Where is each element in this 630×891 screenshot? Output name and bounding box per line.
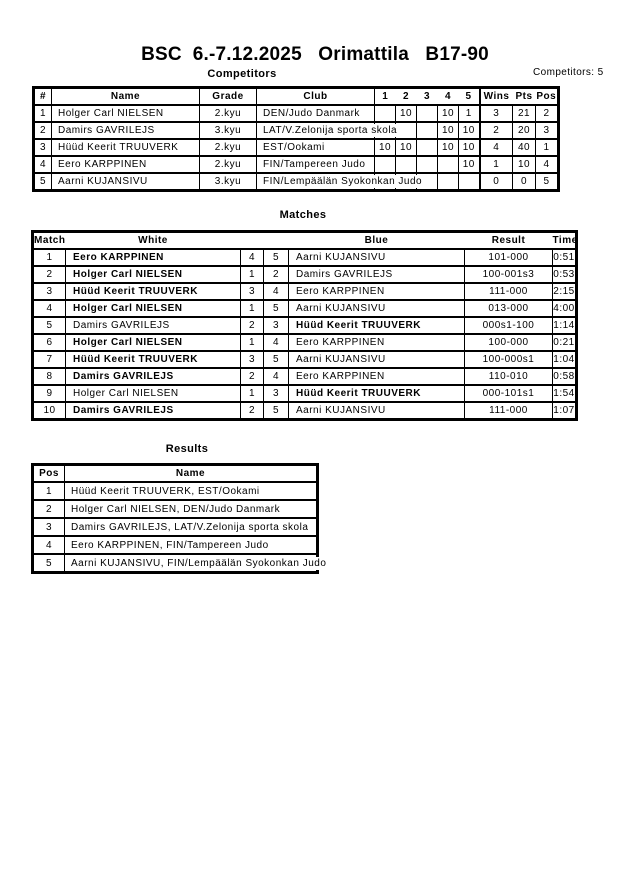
match-white-num-cell: 3 bbox=[241, 283, 264, 300]
competitor-pos-cell: 3 bbox=[536, 122, 559, 139]
match-row bbox=[33, 300, 577, 317]
result-name-text: Holger Carl NIELSEN, DEN/Judo Danmark bbox=[71, 503, 281, 515]
competitor-round-4-cell bbox=[438, 156, 459, 173]
competitor-round-5-cell: 10 bbox=[459, 139, 480, 156]
competitor-wins-cell: 2 bbox=[480, 122, 513, 139]
match-row bbox=[33, 266, 577, 283]
col-header-time: Time bbox=[553, 232, 577, 250]
result-pos-cell: 5 bbox=[33, 554, 65, 573]
result-name-text: Hüüd Keerit TRUUVERK, EST/Ookami bbox=[71, 485, 260, 497]
match-time-cell: 0:58 bbox=[553, 368, 577, 385]
result-name-text: Damirs GAVRILEJS, LAT/V.Zelonija sporta skola bbox=[71, 521, 309, 533]
result-name-cell bbox=[65, 500, 318, 518]
match-result-cell: 110-010 bbox=[465, 368, 553, 385]
col-header-blue: Blue bbox=[289, 232, 465, 250]
match-blue-name-cell: Aarni KUJANSIVU bbox=[289, 402, 465, 420]
competitor-number-cell: 3 bbox=[34, 139, 52, 156]
match-white-name-cell: Damirs GAVRILEJS bbox=[66, 317, 241, 334]
result-pos-cell: 2 bbox=[33, 500, 65, 518]
competitor-club-text: FIN/Lempäälän Syokonkan Judo bbox=[263, 176, 423, 187]
col-header-match: Match bbox=[33, 232, 66, 250]
result-row bbox=[33, 482, 318, 500]
col-header-name: Name bbox=[52, 88, 200, 106]
match-blue-num-cell: 5 bbox=[264, 249, 289, 266]
competitor-round-2-cell: 10 bbox=[396, 139, 417, 156]
match-time-cell: 1:14 bbox=[553, 317, 577, 334]
results-section-title: Results bbox=[165, 443, 209, 455]
match-white-num-cell: 2 bbox=[241, 317, 264, 334]
results-header-row bbox=[33, 465, 318, 483]
match-white-num-cell: 1 bbox=[241, 334, 264, 351]
competitor-grade-cell: 2.kyu bbox=[200, 156, 257, 173]
match-row bbox=[33, 385, 577, 402]
match-blue-num-cell: 4 bbox=[264, 368, 289, 385]
col-header-result: Result bbox=[465, 232, 553, 250]
col-header-white-num bbox=[241, 232, 264, 250]
match-row bbox=[33, 368, 577, 385]
competitor-round-5-cell bbox=[459, 173, 480, 191]
match-white-name-cell: Holger Carl NIELSEN bbox=[66, 300, 241, 317]
competitor-number-cell: 2 bbox=[34, 122, 52, 139]
match-result-cell: 000-101s1 bbox=[465, 385, 553, 402]
col-header-blue-num bbox=[264, 232, 289, 250]
competitor-round-4-cell: 10 bbox=[438, 122, 459, 139]
competitor-round-3-cell bbox=[417, 139, 438, 156]
competitor-round-4-cell: 10 bbox=[438, 105, 459, 122]
competitors-header-row bbox=[34, 88, 559, 106]
match-time-cell: 1:54 bbox=[553, 385, 577, 402]
match-row bbox=[33, 402, 577, 420]
match-white-name-cell: Hüüd Keerit TRUUVERK bbox=[66, 351, 241, 368]
competitor-round-1-cell: 10 bbox=[375, 139, 396, 156]
result-pos-cell: 1 bbox=[33, 482, 65, 500]
match-white-name-cell: Eero KARPPINEN bbox=[66, 249, 241, 266]
competitor-round-2-cell: 10 bbox=[396, 105, 417, 122]
competitor-pos-cell: 1 bbox=[536, 139, 559, 156]
competitors-section-title: Competitors bbox=[207, 68, 277, 80]
competitor-round-5-cell: 10 bbox=[459, 122, 480, 139]
match-blue-name-cell: Eero KARPPINEN bbox=[289, 283, 465, 300]
competitor-club-cell bbox=[257, 156, 375, 173]
competitor-round-5-cell: 10 bbox=[459, 156, 480, 173]
competitor-round-4-cell bbox=[438, 173, 459, 191]
match-result-cell: 111-000 bbox=[465, 402, 553, 420]
match-time-cell: 4:00 bbox=[553, 300, 577, 317]
col-header-white: White bbox=[66, 232, 241, 250]
match-blue-name-cell: Aarni KUJANSIVU bbox=[289, 249, 465, 266]
competitor-club-cell bbox=[257, 122, 398, 139]
competitor-round-3-cell bbox=[417, 156, 438, 173]
competitor-pts-cell: 10 bbox=[513, 156, 536, 173]
match-blue-name-cell: Hüüd Keerit TRUUVERK bbox=[289, 317, 465, 334]
competitor-pts-cell: 0 bbox=[513, 173, 536, 191]
results-table bbox=[31, 463, 327, 574]
competitor-name-cell: Damirs GAVRILEJS bbox=[52, 122, 200, 139]
competitors-count-label: Competitors: 5 bbox=[533, 67, 604, 78]
competitor-name-cell: Holger Carl NIELSEN bbox=[52, 105, 200, 122]
competitor-row bbox=[34, 156, 559, 173]
col-header-round-4: 4 bbox=[438, 88, 459, 106]
match-white-num-cell: 4 bbox=[241, 249, 264, 266]
competitor-club-text: FIN/Tampereen Judo bbox=[263, 159, 366, 170]
competitor-grade-cell: 2.kyu bbox=[200, 105, 257, 122]
match-result-cell: 100-000s1 bbox=[465, 351, 553, 368]
match-blue-name-cell: Eero KARPPINEN bbox=[289, 334, 465, 351]
tournament-title: BSC 6.-7.12.2025 Orimattila B17-90 bbox=[141, 44, 489, 65]
competitor-pts-cell: 40 bbox=[513, 139, 536, 156]
match-blue-name-cell: Eero KARPPINEN bbox=[289, 368, 465, 385]
match-blue-num-cell: 4 bbox=[264, 283, 289, 300]
col-header-number: # bbox=[34, 88, 52, 106]
match-row bbox=[33, 351, 577, 368]
match-row bbox=[33, 334, 577, 351]
match-blue-num-cell: 5 bbox=[264, 351, 289, 368]
match-white-name-cell: Holger Carl NIELSEN bbox=[66, 334, 241, 351]
competitor-club-cell bbox=[257, 173, 423, 191]
competitor-grade-cell: 3.kyu bbox=[200, 122, 257, 139]
result-name-cell bbox=[65, 482, 318, 500]
matches-header-row bbox=[33, 232, 577, 250]
competitor-pts-cell: 20 bbox=[513, 122, 536, 139]
col-header-pts: Pts bbox=[513, 88, 536, 106]
result-name-cell bbox=[65, 554, 327, 573]
match-blue-num-cell: 5 bbox=[264, 402, 289, 420]
match-row bbox=[33, 317, 577, 334]
match-blue-num-cell: 2 bbox=[264, 266, 289, 283]
match-white-num-cell: 3 bbox=[241, 351, 264, 368]
match-blue-name-cell: Aarni KUJANSIVU bbox=[289, 300, 465, 317]
competitor-grade-cell: 2.kyu bbox=[200, 139, 257, 156]
match-result-cell: 100-001s3 bbox=[465, 266, 553, 283]
competitor-name-cell: Eero KARPPINEN bbox=[52, 156, 200, 173]
col-header-wins: Wins bbox=[480, 88, 513, 106]
match-blue-name-cell: Damirs GAVRILEJS bbox=[289, 266, 465, 283]
match-result-cell: 000s1-100 bbox=[465, 317, 553, 334]
match-white-num-cell: 1 bbox=[241, 266, 264, 283]
competitor-row bbox=[34, 173, 559, 191]
col-header-club: Club bbox=[257, 88, 375, 106]
match-number-cell: 7 bbox=[33, 351, 66, 368]
competitor-pos-cell: 4 bbox=[536, 156, 559, 173]
competitor-club-cell bbox=[257, 105, 375, 122]
competitor-round-4-cell: 10 bbox=[438, 139, 459, 156]
competitor-round-3-cell bbox=[417, 105, 438, 122]
match-time-cell: 0:21 bbox=[553, 334, 577, 351]
match-blue-num-cell: 4 bbox=[264, 334, 289, 351]
competitor-round-1-cell bbox=[375, 156, 396, 173]
competitor-round-5-cell: 1 bbox=[459, 105, 480, 122]
competitor-wins-cell: 4 bbox=[480, 139, 513, 156]
result-name-cell bbox=[65, 518, 318, 536]
competitor-club-text: DEN/Judo Danmark bbox=[263, 108, 360, 119]
col-header-grade: Grade bbox=[200, 88, 257, 106]
result-row bbox=[33, 536, 318, 554]
competitor-pts-cell: 21 bbox=[513, 105, 536, 122]
match-blue-num-cell: 3 bbox=[264, 317, 289, 334]
match-number-cell: 5 bbox=[33, 317, 66, 334]
competitor-pos-cell: 2 bbox=[536, 105, 559, 122]
match-result-cell: 100-000 bbox=[465, 334, 553, 351]
match-time-cell: 1:04 bbox=[553, 351, 577, 368]
match-number-cell: 8 bbox=[33, 368, 66, 385]
competitor-number-cell: 5 bbox=[34, 173, 52, 191]
competitor-club-text: LAT/V.Zelonija sporta skola bbox=[263, 125, 398, 136]
competitor-round-2-cell bbox=[396, 156, 417, 173]
match-blue-num-cell: 5 bbox=[264, 300, 289, 317]
match-blue-name-cell: Aarni KUJANSIVU bbox=[289, 351, 465, 368]
result-row bbox=[33, 518, 318, 536]
match-number-cell: 9 bbox=[33, 385, 66, 402]
match-white-name-cell: Hüüd Keerit TRUUVERK bbox=[66, 283, 241, 300]
match-result-cell: 013-000 bbox=[465, 300, 553, 317]
col-header-round-2: 2 bbox=[396, 88, 417, 106]
match-row bbox=[33, 249, 577, 266]
competitor-name-cell: Hüüd Keerit TRUUVERK bbox=[52, 139, 200, 156]
result-pos-cell: 3 bbox=[33, 518, 65, 536]
match-number-cell: 4 bbox=[33, 300, 66, 317]
match-white-name-cell: Damirs GAVRILEJS bbox=[66, 368, 241, 385]
match-white-name-cell: Holger Carl NIELSEN bbox=[66, 385, 241, 402]
match-number-cell: 1 bbox=[33, 249, 66, 266]
competitor-row bbox=[34, 105, 559, 122]
match-number-cell: 6 bbox=[33, 334, 66, 351]
competitor-wins-cell: 0 bbox=[480, 173, 513, 191]
col-header-result-name: Name bbox=[65, 465, 318, 483]
competitor-number-cell: 1 bbox=[34, 105, 52, 122]
col-header-pos: Pos bbox=[536, 88, 559, 106]
competitor-row bbox=[34, 139, 559, 156]
competitor-pos-cell: 5 bbox=[536, 173, 559, 191]
match-number-cell: 10 bbox=[33, 402, 66, 420]
matches-table bbox=[31, 230, 578, 421]
competitor-club-text: EST/Ookami bbox=[263, 142, 325, 153]
competitor-round-3-cell bbox=[417, 122, 438, 139]
competitor-wins-cell: 3 bbox=[480, 105, 513, 122]
match-row bbox=[33, 283, 577, 300]
match-white-num-cell: 1 bbox=[241, 300, 264, 317]
match-result-cell: 111-000 bbox=[465, 283, 553, 300]
match-white-name-cell: Holger Carl NIELSEN bbox=[66, 266, 241, 283]
match-blue-name-cell: Hüüd Keerit TRUUVERK bbox=[289, 385, 465, 402]
matches-section-title: Matches bbox=[279, 209, 327, 221]
result-name-text: Eero KARPPINEN, FIN/Tampereen Judo bbox=[71, 539, 269, 551]
col-header-round-5: 5 bbox=[459, 88, 480, 106]
competitors-table bbox=[32, 86, 560, 192]
match-white-num-cell: 2 bbox=[241, 368, 264, 385]
competitor-club-cell bbox=[257, 139, 375, 156]
match-time-cell: 2:15 bbox=[553, 283, 577, 300]
competitor-grade-cell: 3.kyu bbox=[200, 173, 257, 191]
competitor-row bbox=[34, 122, 559, 139]
match-time-cell: 0:51 bbox=[553, 249, 577, 266]
result-name-cell bbox=[65, 536, 318, 554]
match-white-num-cell: 2 bbox=[241, 402, 264, 420]
competitor-round-1-cell bbox=[375, 105, 396, 122]
match-number-cell: 2 bbox=[33, 266, 66, 283]
match-time-cell: 1:07 bbox=[553, 402, 577, 420]
result-row bbox=[33, 500, 318, 518]
result-row bbox=[33, 554, 318, 573]
result-pos-cell: 4 bbox=[33, 536, 65, 554]
competitor-number-cell: 4 bbox=[34, 156, 52, 173]
result-name-text: Aarni KUJANSIVU, FIN/Lempäälän Syokonkan Judo bbox=[71, 557, 327, 569]
match-white-name-cell: Damirs GAVRILEJS bbox=[66, 402, 241, 420]
competitor-name-cell: Aarni KUJANSIVU bbox=[52, 173, 200, 191]
col-header-result-pos: Pos bbox=[33, 465, 65, 483]
col-header-round-3: 3 bbox=[417, 88, 438, 106]
col-header-round-1: 1 bbox=[375, 88, 396, 106]
competitor-wins-cell: 1 bbox=[480, 156, 513, 173]
match-blue-num-cell: 3 bbox=[264, 385, 289, 402]
match-time-cell: 0:53 bbox=[553, 266, 577, 283]
match-white-num-cell: 1 bbox=[241, 385, 264, 402]
match-result-cell: 101-000 bbox=[465, 249, 553, 266]
match-number-cell: 3 bbox=[33, 283, 66, 300]
